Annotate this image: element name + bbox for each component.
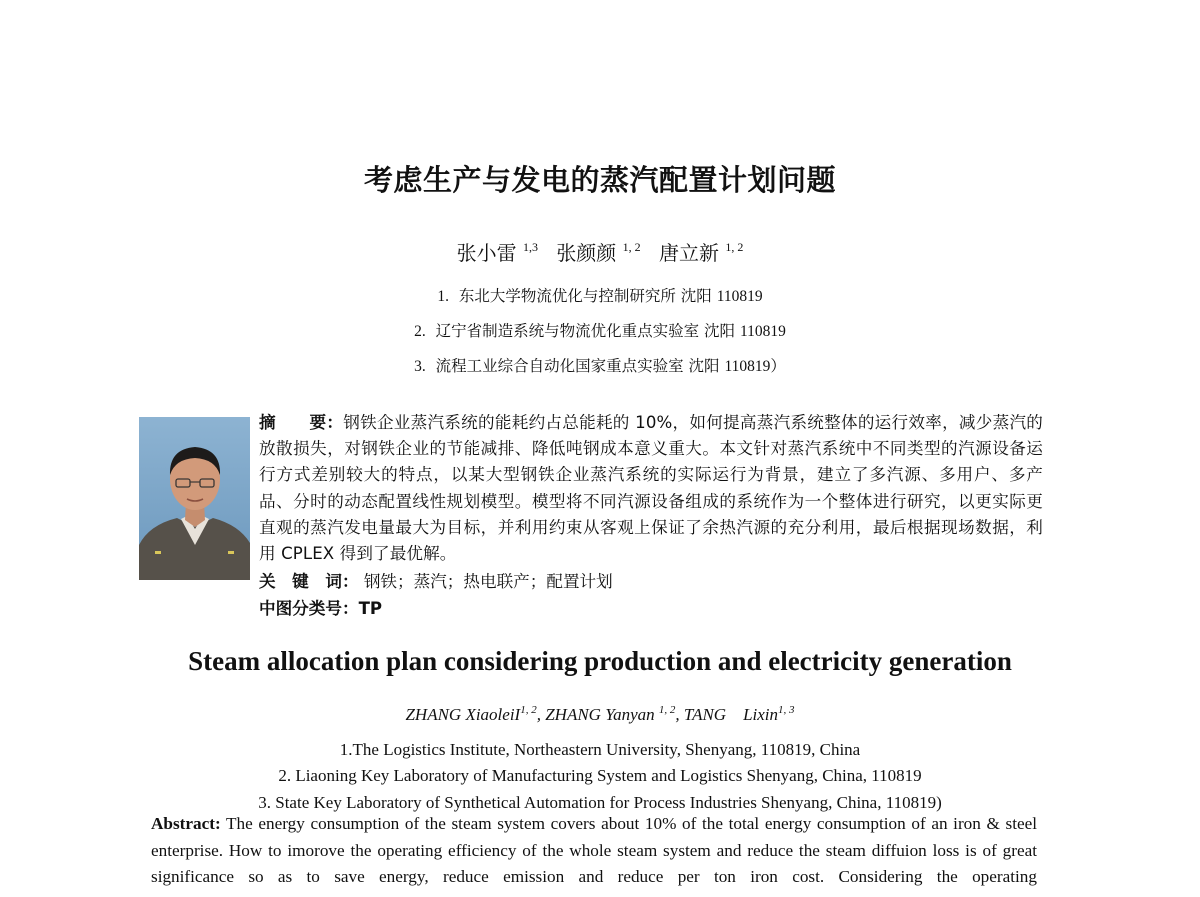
- english-affiliation-1: 1.The Logistics Institute, Northeastern University, Shenyang, 110819, China: [339, 740, 861, 759]
- english-author-list: ZHANG XiaoleiI$^{1, 2}$, ZHANG Yanyan $^{1, 2}$, TANG Lixin$^{1, 3}$: [405, 704, 795, 724]
- author-photo: [139, 417, 250, 580]
- chinese-affiliation-2: 2. 辽宁省制造系统与物流优化重点实验室 沈阳 110819: [414, 322, 786, 340]
- chinese-affiliation-1: 1. 东北大学物流优化与控制研究所 沈阳 110819: [437, 287, 763, 305]
- english-abstract-text: The energy consumption of the steam system covers about 10% of the total energy consumption of an iron & steel enterprise. How to imorove the operating efficiency of the whole steam system and reduce the steam diffuion loss is of great significance so as to save energy, reduce emission and reduce per ton iron cost. Considering the operating: [151, 814, 1037, 886]
- chinese-title: 考虑生产与发电的蒸汽配置计划问题: [363, 163, 836, 197]
- chinese-keywords: [259, 568, 613, 592]
- chinese-author-list: [0, 237, 1200, 266]
- keywords-label: 关 键 词：: [259, 572, 359, 591]
- english-affiliation-2: 2. Liaoning Key Laboratory of Manufacturing System and Logistics Shenyang, China, 110819: [278, 766, 922, 785]
- classification-number: [259, 595, 382, 619]
- abstract-text: 钢铁企业蒸汽系统的能耗约占总能耗的 10%，如何提高蒸汽系统整体的运行效率，减少蒸汽的放散损失，对钢铁企业的节能减排、降低吨钢成本意义重大。本文针对蒸汽系统中不同类型的汽源设备运行方式差别较大的特点，以某大型钢铁企业蒸汽系统的实际运行为背景，建立了多汽源、多用户、多产品、分时的动态配置线性规划模型。模型将不同汽源设备组成的系统作为一个整体进行研究，以更实际更直观的蒸汽发电量最大为目标，并利用约束从客观上保证了余热汽源的充分利用，最后根据现场数据，利用 CPLEX 得到了最优解。: [259, 413, 1043, 564]
- english-abstract: [151, 811, 1037, 891]
- author-2: 张颜颜 $^{1, 2}$: [556, 240, 641, 265]
- english-title: Steam allocation plan considering production and electricity generation: [188, 646, 1012, 676]
- english-affiliation-3: 3. State Key Laboratory of Synthetical Automation for Process Industries Shenyang, China, 110819): [258, 793, 942, 812]
- english-abstract-label: Abstract:: [151, 814, 221, 833]
- chinese-abstract: [259, 410, 1043, 567]
- author-1: 张小雷 $^{1,3}$: [456, 240, 538, 265]
- keywords-text: 钢铁；蒸汽；热电联产；配置计划: [363, 572, 613, 591]
- chinese-affiliation-3: 3. 流程工业综合自动化国家重点实验室 沈阳 110819）: [414, 357, 786, 375]
- author-3: 唐立新 $^{1, 2}$: [659, 240, 744, 265]
- classification-label: 中图分类号：: [259, 599, 359, 618]
- classification-value: TP: [358, 599, 383, 618]
- abstract-label: 摘 要：: [259, 413, 344, 432]
- author-portrait-image: [139, 417, 250, 580]
